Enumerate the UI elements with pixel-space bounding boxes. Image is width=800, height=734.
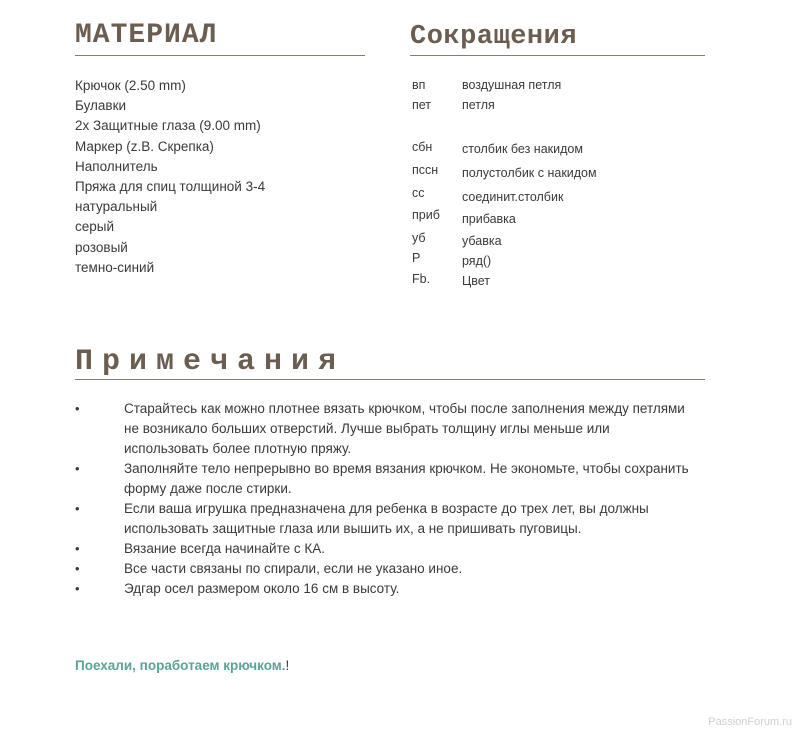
materials-item: темно-синий (75, 259, 155, 275)
notes-item-text: Вязание всегда начинайте с КА. (124, 541, 326, 556)
notes-item (75, 559, 695, 579)
bullet-icon: • (75, 561, 80, 576)
abbreviation-meaning: Цвет (462, 274, 491, 288)
closing-exclamation: ! (285, 658, 290, 673)
abbreviation-code: вп (412, 78, 426, 92)
notes-divider (75, 379, 705, 380)
materials-item: Наполнитель (75, 158, 158, 174)
notes-item (75, 539, 695, 559)
materials-item: Пряжа для спиц толщиной 3-4 (75, 179, 266, 195)
materials-item: натуральный (75, 199, 158, 215)
bullet-icon: • (75, 581, 80, 596)
abbreviation-meaning: полустолбик с накидом (462, 166, 597, 180)
notes-heading: Примечания (75, 345, 346, 379)
materials-item: Булавки (75, 98, 127, 114)
materials-item: розовый (75, 239, 128, 255)
abbreviation-meaning: воздушная петля (462, 78, 562, 92)
notes-item-text: Если ваша игрушка предназначена для ребенка в возрасте до трех лет, вы должны использовать защитные глаза или вышить их, а не пришивать пуговицы. (124, 501, 649, 536)
materials-item: Крючок (2.50 mm) (75, 78, 186, 93)
notes-item (75, 459, 695, 499)
bullet-icon: • (75, 501, 80, 516)
notes-item-text: Эдгар осел размером около 16 см в высоту. (124, 581, 400, 596)
materials-item: 2x Защитные глаза (9.00 mm) (75, 118, 261, 134)
abbreviation-meaning: соединит.столбик (462, 190, 564, 204)
materials-item: Маркер (z.B. Скрепка) (75, 138, 214, 154)
abbreviation-meaning: столбик без накидом (462, 142, 583, 156)
materials-list (75, 76, 265, 278)
watermark: PassionForum.ru (708, 716, 792, 728)
notes-item-text: Заполняйте тело непрерывно во время вязания крючком. Не экономьте, чтобы сохранить форму даже после стирки. (124, 461, 689, 496)
abbreviation-code: приб (412, 208, 440, 222)
bullet-icon: • (75, 461, 80, 476)
abbreviation-code: уб (412, 231, 426, 245)
notes-item-text: Все части связаны по спирали, если не указано иное. (124, 561, 463, 576)
abbreviation-code: пет (412, 98, 432, 112)
abbreviation-meaning: петля (462, 98, 495, 112)
abbreviation-code: Р (412, 251, 421, 265)
abbreviation-code: пссн (412, 163, 439, 177)
abbreviations-heading: Сокращения (410, 22, 578, 52)
abbreviation-code: сбн (412, 140, 433, 154)
abbreviations-divider (410, 55, 705, 56)
materials-item: серый (75, 219, 115, 235)
notes-item (75, 499, 695, 539)
abbreviation-meaning: прибавка (462, 212, 516, 226)
closing-text: Поехали, поработаем крючком. (75, 658, 286, 673)
abbreviation-code: сс (412, 186, 425, 200)
bullet-icon: • (75, 541, 80, 556)
abbreviation-meaning: убавка (462, 234, 502, 248)
notes-list (75, 399, 695, 599)
abbreviation-meaning: ряд() (462, 254, 492, 268)
bullet-icon: • (75, 401, 80, 416)
closing-line (75, 658, 289, 673)
notes-item (75, 579, 695, 599)
materials-heading: МАТЕРИАЛ (75, 20, 218, 51)
materials-divider (75, 55, 365, 56)
notes-item (75, 399, 695, 459)
abbreviation-code: Fb. (412, 272, 431, 286)
notes-item-text: Старайтесь как можно плотнее вязать крючком, чтобы после заполнения между петлями не возникало больших отверстий. Лучше выбрать толщину иглы меньше или использовать более плотную пряжу. (124, 401, 685, 456)
